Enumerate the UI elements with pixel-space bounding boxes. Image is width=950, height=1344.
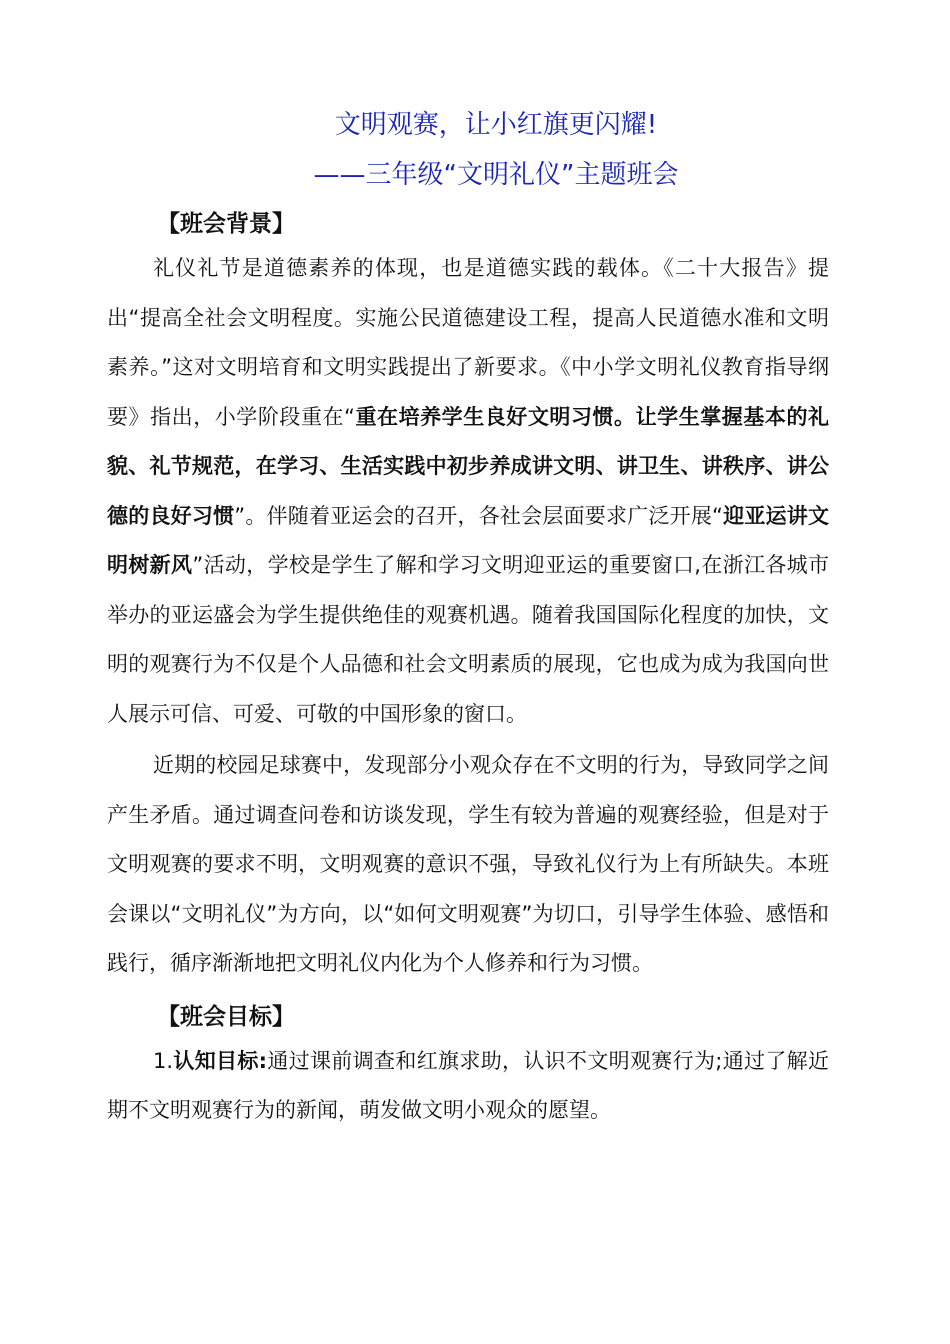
goal-number: 1. [153,1048,174,1073]
goals-paragraph-1 [107,1037,829,1136]
document-page [107,100,829,1136]
goal-label: 认知目标: [173,1048,268,1073]
background-paragraph-2: 近期的校园足球赛中，发现部分小观众存在不文明的行为，导致同学之间产生矛盾。通过调查问卷和访谈发现，学生有较为普遍的观赛经验，但是对于文明观赛的要求不明，文明观赛的意识不强，导致礼仪行为上有所缺失。本班会课以“文明礼仪”为方向，以“如何文明观赛”为切口，引导学生体验、感悟和践行，循序渐渐地把文明礼仪内化为个人修养和行为习惯。 [107,753,829,975]
background-bold-2: 迎亚运讲文明树新风 [107,503,830,577]
goal-text: 通过课前调查和红旗求助，认识不文明观赛行为;通过了解近期不文明观赛行为的新闻，萌发做文明小观众的愿望。 [107,1048,829,1122]
background-paragraph-1 [107,244,829,739]
background-text-1: 礼仪礼节是道德素养的体现，也是道德实践的载体。《二十大报告》提出“提高全社会文明程度。实施公民道德建设工程，提高人民道德水准和文明素养。”这对文明培育和文明实践提出了新要求。《中小学文明礼仪教育指导纲要》指出，小学阶段重在“ [107,256,829,429]
document-subtitle: ——三年级“文明礼仪”主题班会 [313,160,679,190]
background-text-2: ”。伴随着亚运会的召开，各社会层面要求广泛开展“ [234,503,723,528]
background-bold-1: 重在培养学生良好文明习惯。让学生掌握基本的礼貌、礼节规范，在学习、生活实践中初步养成讲文明、讲卫生、讲秩序、讲公德的良好习惯 [107,404,829,528]
background-text-3: ”活动，学校是学生了解和学习文明迎亚运的重要窗口,在浙江各城市举办的亚运盛会为学生提供绝佳的观赛机遇。随着我国国际化程度的加快，文明的观赛行为不仅是个人品德和社会文明素质的展现，它也成为成为我国向世人展示可信、可爱、可敬的中国形象的窗口。 [107,553,830,726]
section-heading-background: 【班会背景】 [157,211,295,237]
section-heading-goals: 【班会目标】 [157,1003,295,1030]
document-title: 文明观赛，让小红旗更闪耀! [334,110,658,140]
